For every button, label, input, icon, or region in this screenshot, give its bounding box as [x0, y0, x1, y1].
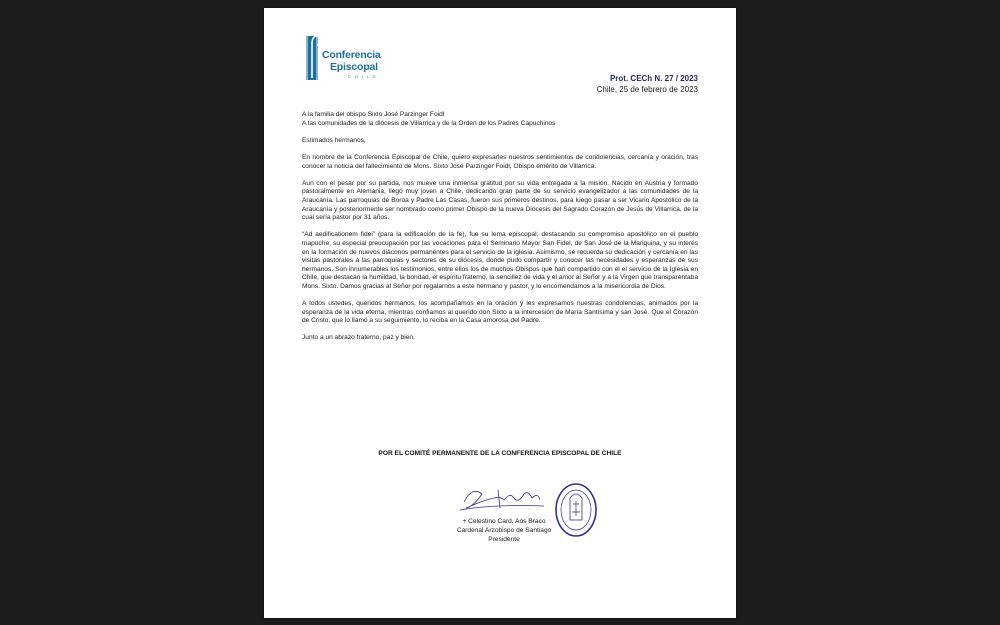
logo-line-3: CHILE [348, 74, 380, 79]
recipient-line: A la familia del obispo Sixto José Parzinger Foidl [302, 111, 445, 118]
paragraph: “Ad aedificationem fidei” (para la edificación de la fe), fue su lema episcopal; destacando su compromiso apostólico en el pueblo mapuche, su especial preocupación por las vocaciones para el Seminario Mayor San Fidel, de San José de la Mariquina, y su interés en la formación de nuevos diáconos permanentes para el servicio de la iglesia. Asimismo, se recuerda su dedicación y cercanía en las visitas pastorales a las parroquias y sectores de su diócesis, donde pudo compartir y conocer las necesidades y esperanzas de sus hermanos. Son innumerables los testimonios, entre ellos los de muchos Obispos que han compartido con él el servicio de la Iglesia en Chile, que destacan la humildad, la bondad, el espíritu fraterno, la sencillez de vida y el amor al Señor y a la Virgen que transparentaba Mons. Sixto. Damos gracias al Señor por regalarnos a este hermano y pastor, y lo encomendamos a la misericordia de Dios. [302, 231, 698, 290]
protocol-block [597, 73, 698, 95]
document-page [264, 8, 736, 618]
recipient-line: A las comunidades de la diócesis de Villarrica y de la Orden de los Padres Capuchinos [302, 119, 556, 127]
logo-line-2: Episcopal [330, 61, 378, 73]
paragraph: En nombre de la Conferencia Episcopal de Chile, quiero expresarles nuestros sentimientos de condolencias, cercanía y oración, tras conocer la noticia del fallecimiento de Mons. Sixto José Parzinger Foidl, Obispo emérito de Villarrica. [302, 153, 698, 170]
crozier-logo-icon [304, 30, 324, 86]
protocol-number: Prot. CECh N. 27 / 2023 [609, 74, 698, 83]
paragraph: A todos ustedes, queridos hermanos, los acompañamos en la oración y les expresamos nuestras condolencias, animados por la esperanza de la vida eterna, mientras confiamos al querido don Sixto a la intercesión de María Santísima y san José. Que el Corazón de Cristo, que lo llamó a su seguimiento, lo reciba en la Casa amorosa del Padre. [302, 300, 698, 325]
signer-title: Cardenal Arzobispo de Santiago [456, 527, 552, 534]
logo-line-1: Conferencia [322, 49, 381, 61]
committee-heading: POR EL COMITÉ PERMANENTE DE LA CONFERENCIA EPISCOPAL DE CHILE [378, 450, 622, 457]
paragraph: Aun con el pesar por su partida, nos mueve una inmensa gratitud por su vida entregada a la misión. Nacido en Austria y formado pastoralmente en Alemania, llegó muy joven a Chile, dedicando gran parte de su servicio evangelizador a las comunidades de la Araucanía. Las parroquias de Boroa y Padre Las Casas, fueron sus primeros destinos, para luego pasar a ser Vicario Apostólico de la Araucanía y posteriormente ser nombrado como primer Obispo de la nueva Diócesis del Sagrado Corazón de Jesús de Villarrica, de la cual sería pastor por 31 años. [302, 179, 698, 222]
letter-date: Chile, 25 de febrero de 2023 [596, 85, 698, 94]
handwritten-signature [460, 490, 544, 510]
closing-line: Junto a un abrazo fraterno, paz y bien. [302, 334, 415, 342]
conferencia-episcopal-logo [304, 30, 394, 86]
signer-role: Presidente [488, 536, 520, 543]
signer-block [429, 517, 579, 544]
greeting: Estimados hermanos, [302, 136, 366, 144]
letter-body [302, 111, 698, 352]
signer-name: + Celestino Card. Aós Braco [462, 518, 546, 525]
